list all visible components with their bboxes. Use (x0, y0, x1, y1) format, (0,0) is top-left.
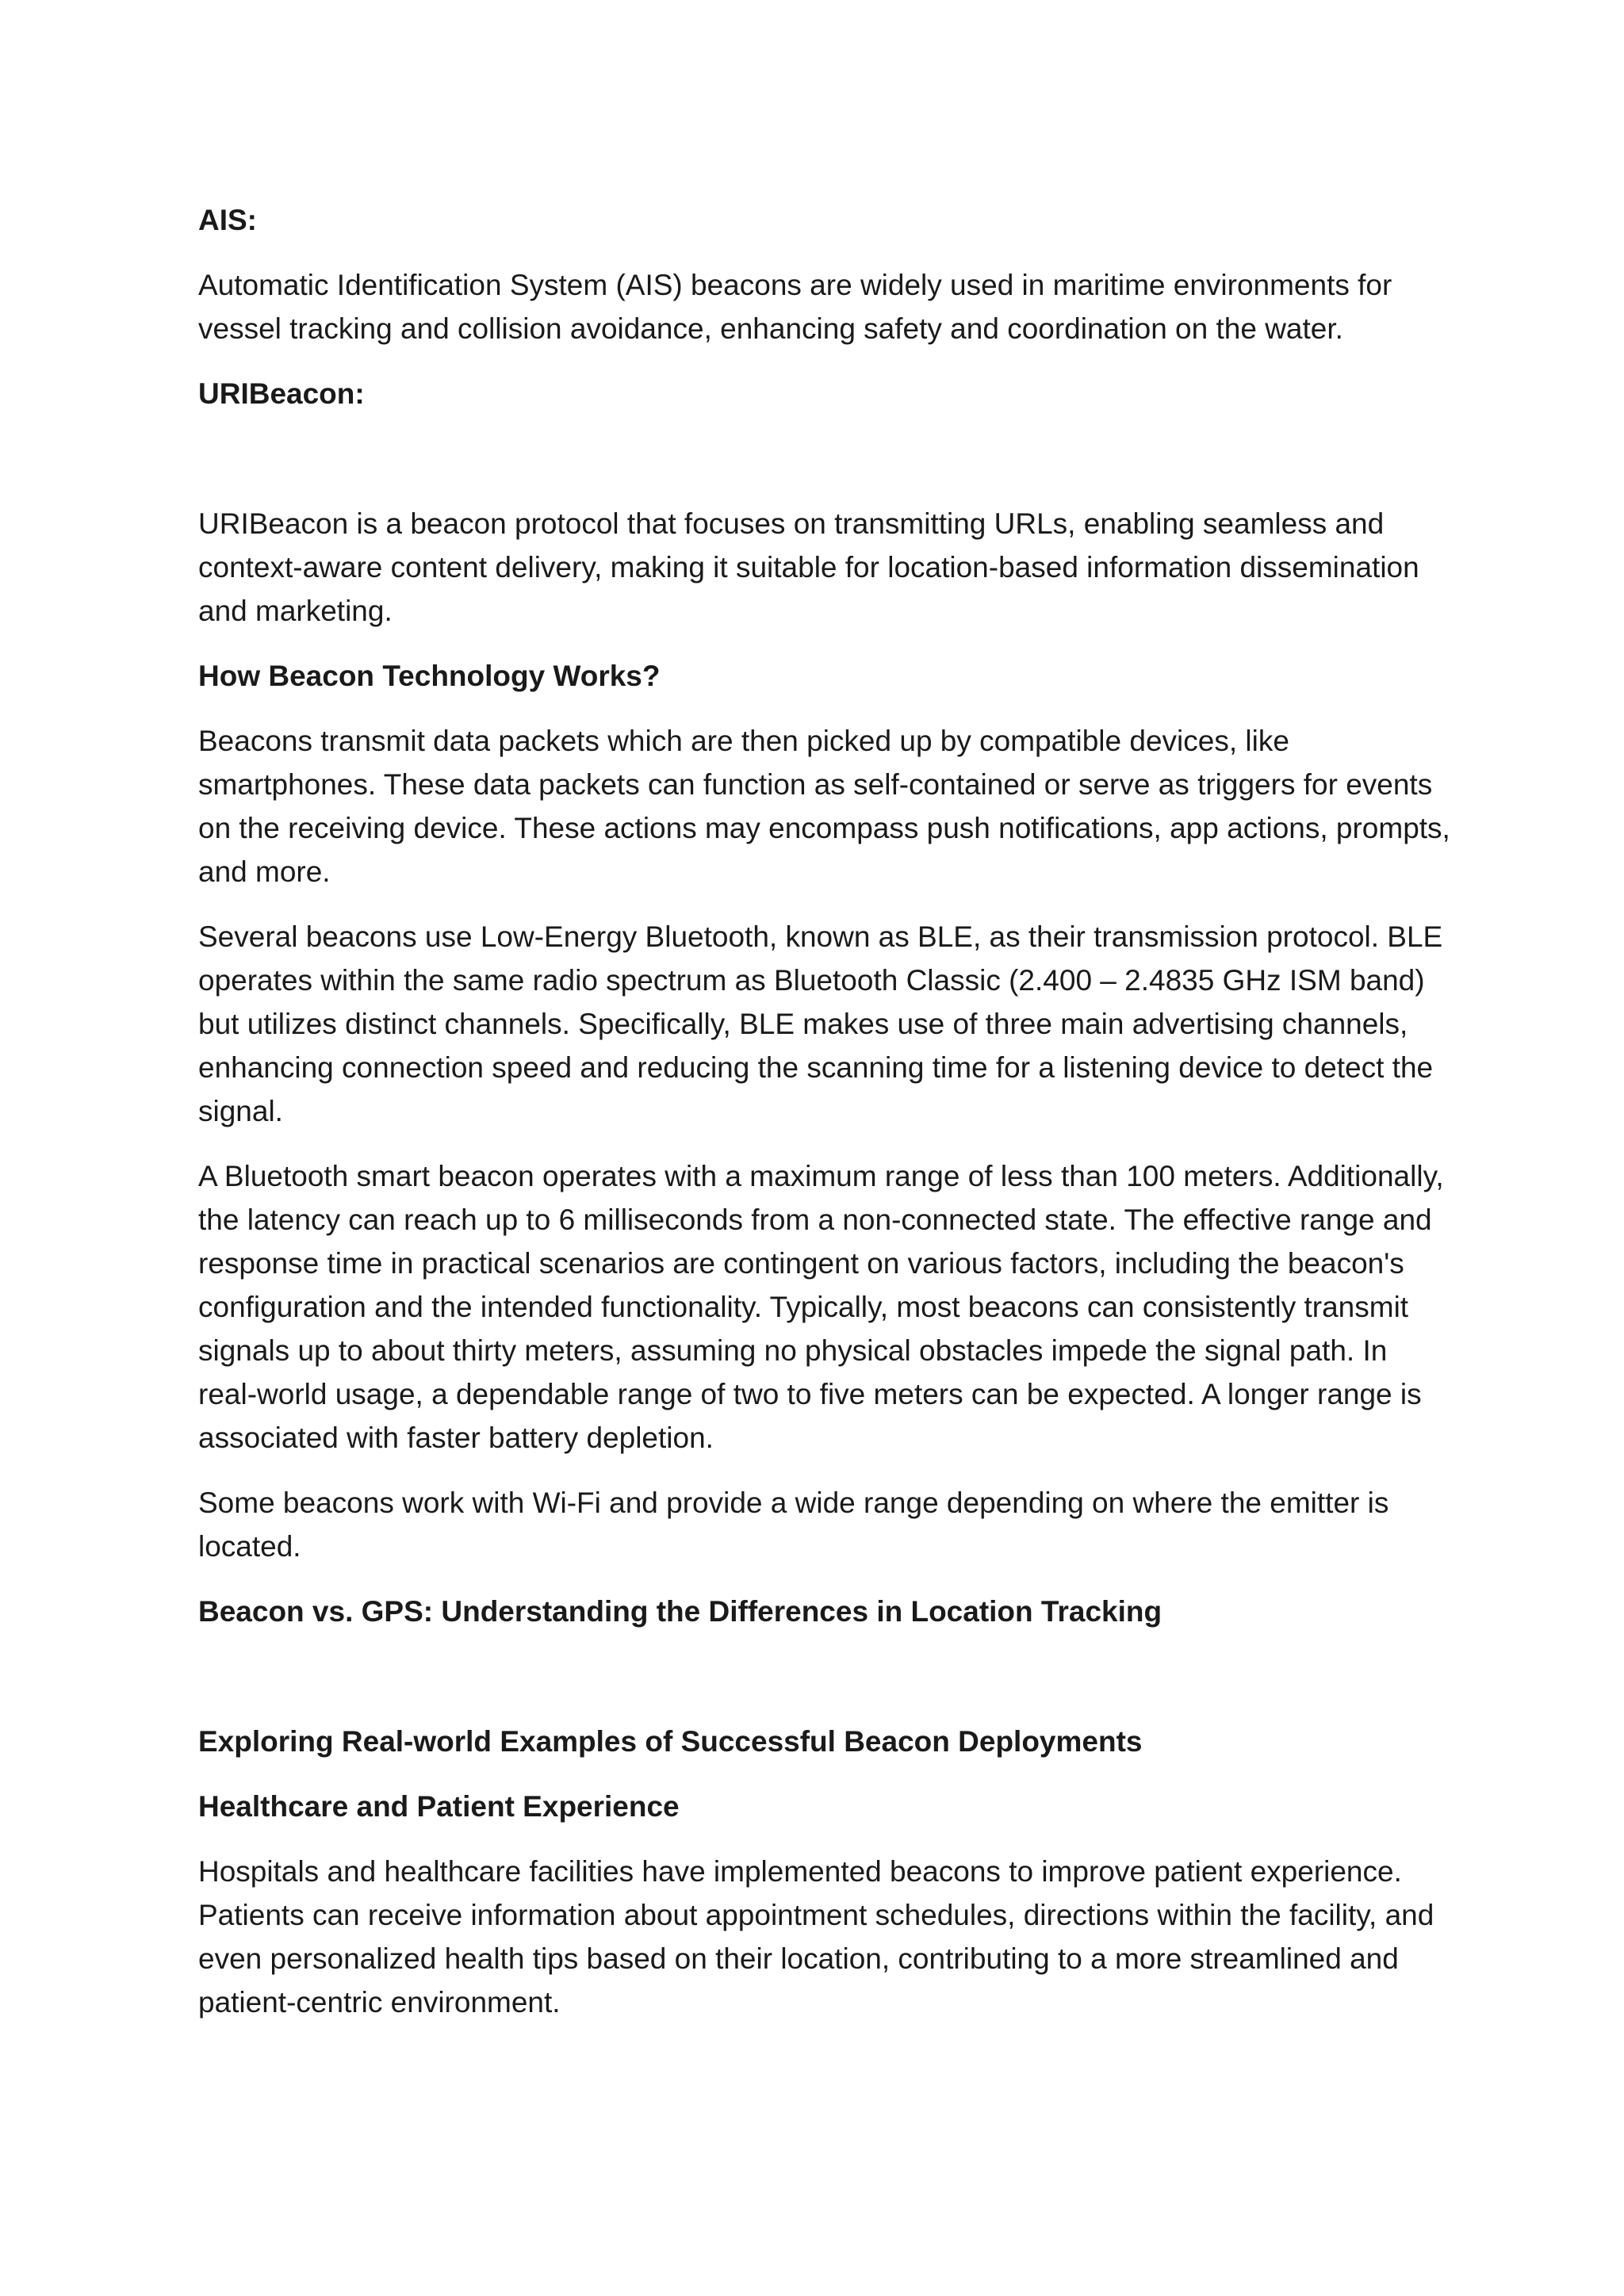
document-page (198, 198, 1451, 2045)
paragraph-uribeacon: URIBeacon is a beacon protocol that focuses on transmitting URLs, enabling seamless and context-aware content delivery, making it suitable for location-based information dissemination and marketing. (198, 507, 1419, 627)
heading-real-world-examples: Exploring Real-world Examples of Successful Beacon Deployments (198, 1725, 1143, 1758)
paragraph-beacons-transmit: Beacons transmit data packets which are then picked up by compatible devices, like smartphones. These data packets can function as self-contained or serve as triggers for events on the receiving device. These actions may encompass push notifications, app actions, prompts, and more. (198, 725, 1450, 888)
paragraph-wifi: Some beacons work with Wi-Fi and provide a wide range depending on where the emitter is located. (198, 1487, 1389, 1563)
heading-healthcare: Healthcare and Patient Experience (198, 1790, 680, 1823)
heading-how-beacon-works: How Beacon Technology Works? (198, 660, 661, 692)
paragraph-range: A Bluetooth smart beacon operates with a maximum range of less than 100 meters. Additionally, the latency can reach up to 6 milliseconds from a non-connected state. The effective range and response time in practical scenarios are contingent on various factors, including the beacon's configuration and the intended functionality. Typically, most beacons can consistently transmit signals up to about thirty meters, assuming no physical obstacles impede the signal path. In real-world usage, a dependable range of two to five meters can be expected. A longer range is associated with faster battery depletion. (198, 1160, 1444, 1454)
heading-uribeacon: URIBeacon: (198, 377, 365, 410)
paragraph-ais: Automatic Identification System (AIS) beacons are widely used in maritime environments for vessel tracking and collision avoidance, enhancing safety and coordination on the water. (198, 269, 1392, 345)
paragraph-ble: Several beacons use Low-Energy Bluetooth, known as BLE, as their transmission protocol. BLE operates within the same radio spectrum as Bluetooth Classic (2.400 – 2.4835 GHz ISM band) but utilizes distinct channels. Specifically, BLE makes use of three main advertising channels, enhancing connection speed and reducing the scanning time for a listening device to detect the signal. (198, 920, 1443, 1127)
paragraph-healthcare: Hospitals and healthcare facilities have implemented beacons to improve patient experience. Patients can receive information about appointment schedules, directions within the facility, and even personalized health tips based on their location, contributing to a more streamlined and patient-centric environment. (198, 1855, 1434, 2019)
heading-beacon-vs-gps: Beacon vs. GPS: Understanding the Differences in Location Tracking (198, 1595, 1162, 1628)
heading-ais: AIS: (198, 204, 257, 236)
